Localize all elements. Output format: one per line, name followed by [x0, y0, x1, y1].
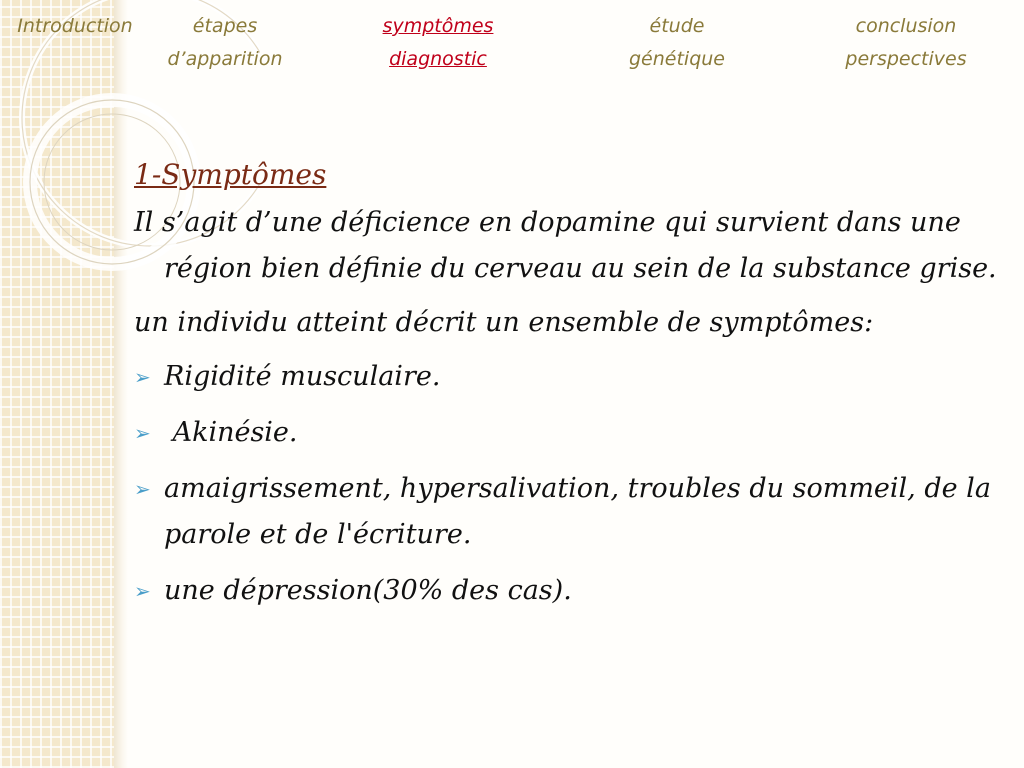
- arrow-bullet-icon: ➢: [134, 579, 151, 603]
- nav-item-conclusion-perspectives[interactable]: [826, 10, 986, 76]
- arrow-bullet-icon: ➢: [134, 365, 151, 389]
- bullet-item: [134, 568, 1014, 614]
- nav-item-line1: symptômes: [382, 15, 494, 37]
- bullet-text: Rigidité musculaire.: [164, 361, 441, 392]
- nav-item-introduction[interactable]: [8, 10, 142, 43]
- nav-item-symptomes-diagnostic[interactable]: [368, 10, 508, 76]
- nav-item-line1: étude: [649, 15, 705, 37]
- paragraph-intro-symptoms: un individu atteint décrit un ensemble de symptômes:: [134, 307, 874, 338]
- bullet-item: [134, 354, 1014, 400]
- nav-item-etude-genetique[interactable]: [612, 10, 742, 76]
- bullet-item: [134, 466, 1014, 558]
- bullet-text: Akinésie.: [164, 417, 298, 448]
- decorative-band-edge: [114, 0, 128, 768]
- bullet-text: une dépression(30% des cas).: [164, 575, 572, 606]
- nav-item-line2: perspectives: [845, 48, 967, 70]
- slide-content: [134, 152, 1014, 624]
- top-navigation: [0, 0, 1024, 80]
- bullet-item: [134, 410, 1014, 456]
- arrow-bullet-icon: ➢: [134, 421, 151, 445]
- bullet-text: amaigrissement, hypersalivation, troubles du sommeil, de la parole et de l'écriture.: [164, 473, 991, 550]
- nav-item-line2: diagnostic: [389, 48, 487, 70]
- section-title: 1-Symptômes: [134, 158, 327, 191]
- decorative-left-band: [0, 0, 114, 768]
- nav-item-line1: Introduction: [17, 15, 133, 37]
- nav-item-line1: conclusion: [855, 15, 957, 37]
- nav-item-line1: étapes: [192, 15, 258, 37]
- nav-item-line2: d’apparition: [167, 48, 283, 70]
- nav-item-line2: génétique: [628, 48, 725, 70]
- nav-item-etapes-apparition[interactable]: [152, 10, 298, 76]
- paragraph-definition: Il s’agit d’une déficience en dopamine qui survient dans une région bien définie du cerveau au sein de la substance grise.: [134, 207, 997, 284]
- arrow-bullet-icon: ➢: [134, 477, 151, 501]
